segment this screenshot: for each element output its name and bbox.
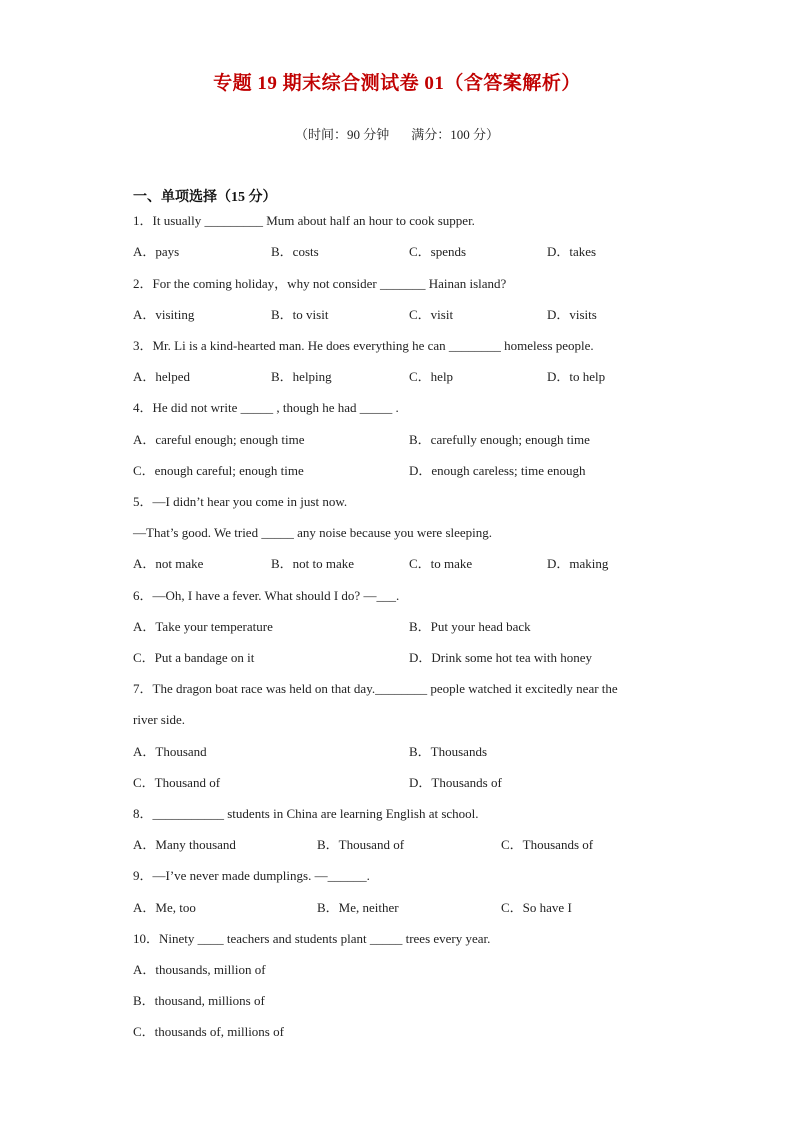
question-stem: 2．For the coming holiday，why not consider _______ Hainan island?	[133, 276, 507, 291]
option: D．enough careless; time enough	[409, 463, 586, 478]
option: B．Me, neither	[317, 900, 399, 915]
question-stem: 9．—I’ve never made dumplings. —______.	[133, 868, 370, 883]
option: D．Thousands of	[409, 775, 502, 790]
option: C．So have I	[501, 900, 572, 915]
option: B．Thousands	[409, 744, 488, 759]
option: A．Many thousand	[133, 837, 236, 852]
option: B．to visit	[271, 307, 329, 322]
option: A．Take your temperature	[133, 619, 273, 634]
question-stem-continued: river side.	[133, 712, 185, 727]
option: A．Me, too	[133, 900, 196, 915]
exam-time: （时间：90 分钟	[294, 127, 390, 142]
question-stem: 8．___________ students in China are learning English at school.	[133, 806, 479, 821]
option: C．Thousand of	[133, 775, 221, 790]
document-title: 专题 19 期末综合测试卷 01（含答案解析）	[213, 73, 581, 94]
option: D．making	[547, 556, 609, 571]
option: D．takes	[547, 244, 597, 259]
question-stem: 7．The dragon boat race was held on that day.________ people watched it excitedly near the	[133, 681, 618, 696]
option: C．help	[409, 369, 454, 384]
option: C．Put a bandage on it	[133, 650, 255, 665]
option: B．thousand, millions of	[133, 993, 265, 1008]
option: A．careful enough; enough time	[133, 432, 305, 447]
exam-info	[0, 124, 794, 143]
option: A．not make	[133, 556, 204, 571]
option: D．Drink some hot tea with honey	[409, 650, 593, 665]
question-stem: 10．Ninety ____ teachers and students plant _____ trees every year.	[133, 931, 491, 946]
option: C．thousands of, millions of	[133, 1024, 284, 1039]
exam-score: 满分：100 分）	[411, 127, 500, 142]
option: B．Put your head back	[409, 619, 531, 634]
question-stem: 4．He did not write _____ , though he had _____ .	[133, 400, 399, 415]
question-stem: 5．—I didn’t hear you come in just now.	[133, 494, 348, 509]
option: C．to make	[409, 556, 473, 571]
option: C．enough careful; enough time	[133, 463, 304, 478]
option: A．thousands, million of	[133, 962, 266, 977]
option: C．visit	[409, 307, 454, 322]
option: C．Thousands of	[501, 837, 594, 852]
option: D．visits	[547, 307, 597, 322]
option: A．pays	[133, 244, 180, 259]
option: B．Thousand of	[317, 837, 405, 852]
option: B．helping	[271, 369, 332, 384]
question-stem-continued: —That’s good. We tried _____ any noise because you were sleeping.	[133, 525, 493, 540]
option: B．carefully enough; enough time	[409, 432, 590, 447]
option: B．not to make	[271, 556, 355, 571]
question-stem: 1．It usually _________ Mum about half an hour to cook supper.	[133, 213, 475, 228]
option: B．costs	[271, 244, 319, 259]
question-stem: 3．Mr. Li is a kind-hearted man. He does everything he can ________ homeless people.	[133, 338, 594, 353]
option: A．visiting	[133, 307, 195, 322]
question-stem: 6．—Oh, I have a fever. What should I do? —___.	[133, 588, 400, 603]
option: A．helped	[133, 369, 191, 384]
option: A．Thousand	[133, 744, 207, 759]
option: C．spends	[409, 244, 467, 259]
section-heading: 一、单项选择（15 分）	[133, 190, 277, 205]
option: D．to help	[547, 369, 606, 384]
